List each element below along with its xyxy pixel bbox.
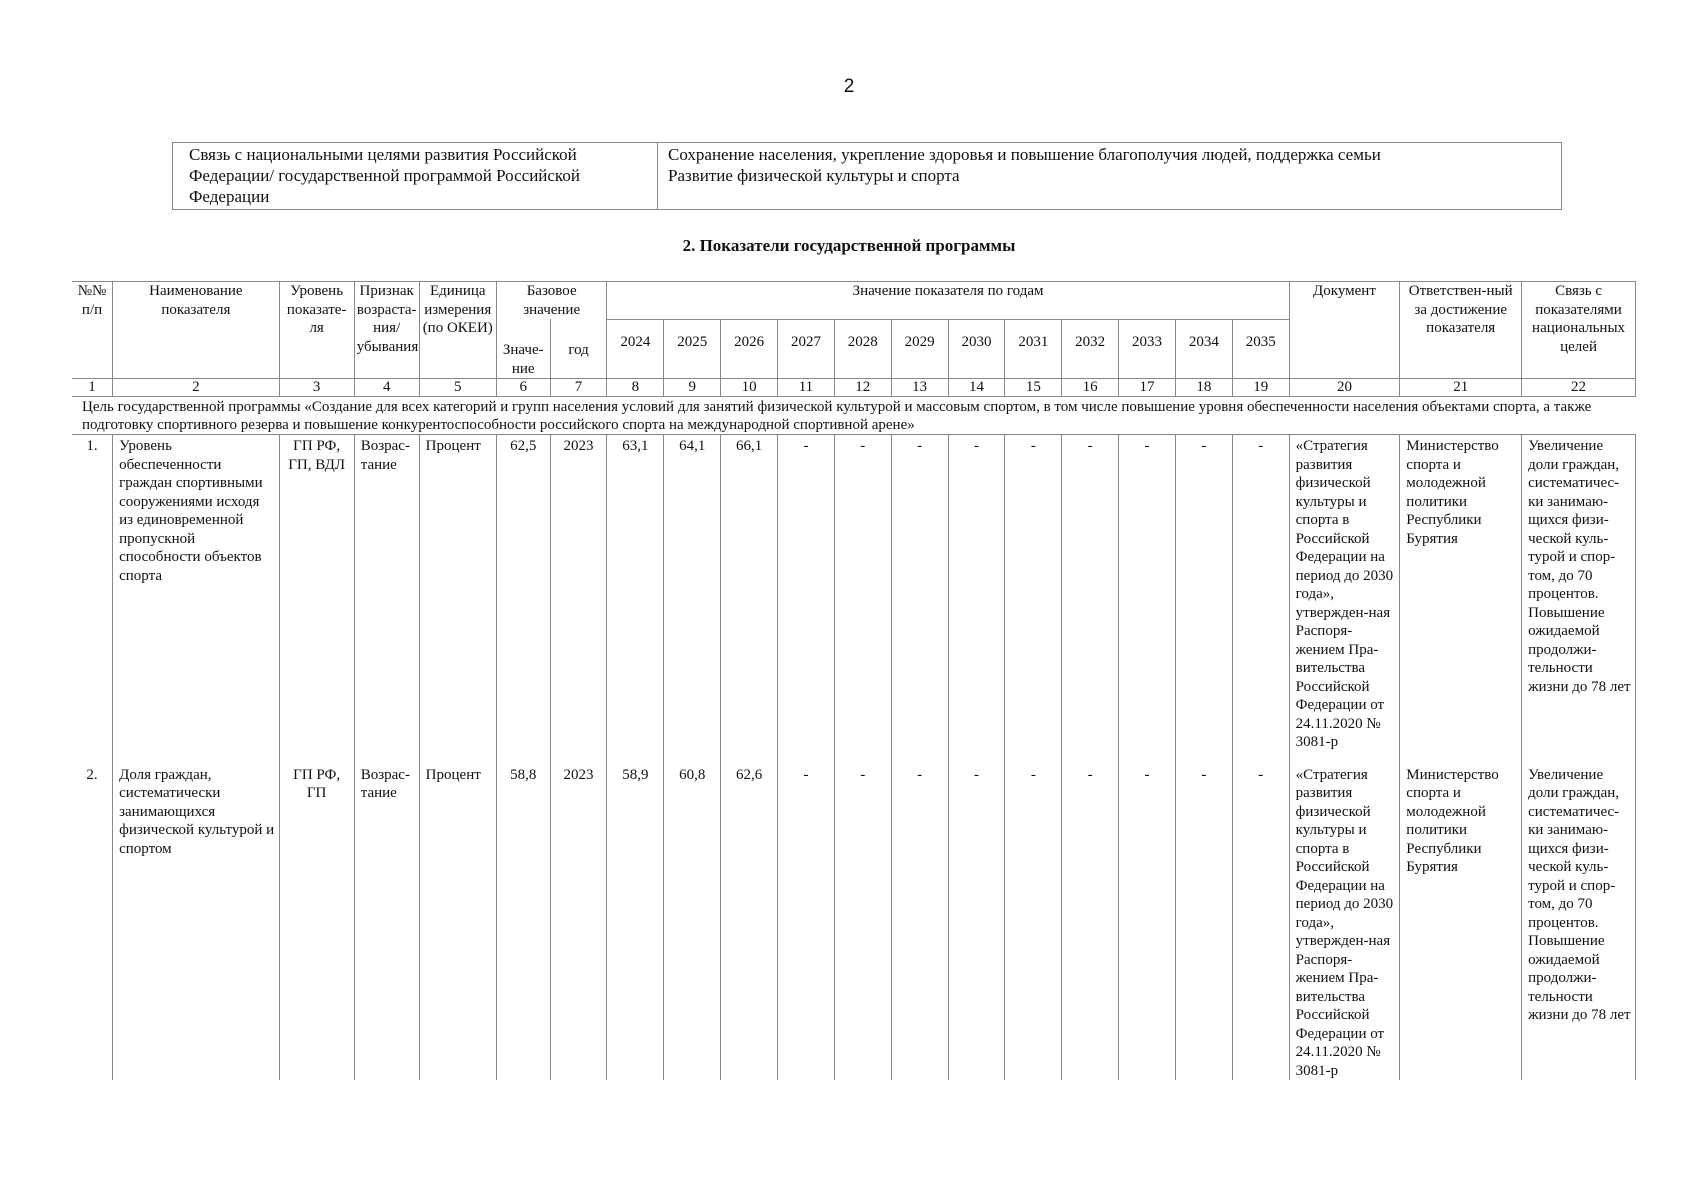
row-value: -	[948, 752, 1005, 1081]
column-number: 13	[891, 379, 948, 397]
column-number: 15	[1005, 379, 1062, 397]
link-value-cell	[658, 143, 1562, 210]
row-level: ГП РФ, ГП	[279, 752, 354, 1081]
row-value: -	[948, 435, 1005, 752]
header-unit: Единица измерения (по ОКЕИ)	[419, 282, 496, 379]
column-number: 6	[496, 379, 550, 397]
row-value: -	[1005, 435, 1062, 752]
row-value: -	[1175, 435, 1232, 752]
column-number: 11	[778, 379, 835, 397]
header-name: Наименование показателя	[113, 282, 279, 379]
header-years-group: Значение показателя по годам	[607, 282, 1289, 320]
row-value: 62,6	[721, 752, 778, 1081]
row-responsible: Министерство спорта и молодежной политики Республики Бурятия	[1400, 752, 1522, 1081]
row-value: 58,9	[607, 752, 664, 1081]
row-value: -	[1005, 752, 1062, 1081]
row-sign: Возрас-тание	[354, 752, 419, 1081]
table-row	[72, 752, 1636, 1081]
header-year: 2025	[664, 319, 721, 379]
row-value: -	[1119, 435, 1176, 752]
column-number: 2	[113, 379, 279, 397]
header-year: 2029	[891, 319, 948, 379]
column-number: 17	[1119, 379, 1176, 397]
row-value: -	[834, 752, 891, 1081]
row-base-value: 58,8	[496, 752, 550, 1081]
page-number: 2	[843, 76, 855, 97]
header-year: 2031	[1005, 319, 1062, 379]
row-base-year: 2023	[550, 752, 607, 1081]
row-name: Уровень обеспеченности граждан спортивными сооружениями исходя из единовременной пропускной способности объектов спорта	[113, 435, 279, 752]
column-number: 18	[1175, 379, 1232, 397]
column-number: 21	[1400, 379, 1522, 397]
column-number: 8	[607, 379, 664, 397]
header-base-year: год	[550, 319, 607, 379]
header-sign: Признак возраста-ния/ убывания	[354, 282, 419, 379]
row-value: -	[1232, 435, 1289, 752]
program-goal: Цель государственной программы «Создание для всех категорий и групп населения условий для занятий физической культурой и массовым спортом, в том числе повышение уровня обеспеченности населения объектами спорта, а также подготовку спортивного резерва и повышение конкурентоспособности российского спорта на международной спортивной арене»	[82, 399, 1592, 433]
row-responsible: Министерство спорта и молодежной политики Республики Бурятия	[1400, 435, 1522, 752]
header-year: 2034	[1175, 319, 1232, 379]
header-year: 2027	[778, 319, 835, 379]
column-number: 12	[834, 379, 891, 397]
header-document: Документ	[1289, 282, 1400, 379]
row-base-value: 62,5	[496, 435, 550, 752]
link-value-line: Сохранение населения, укрепление здоровья и повышение благополучия людей, поддержка семьи	[668, 145, 1381, 164]
header-level: Уровень показате-ля	[279, 282, 354, 379]
row-value: 64,1	[664, 435, 721, 752]
header-base-value: Значе-ние	[496, 319, 550, 379]
column-number: 19	[1232, 379, 1289, 397]
row-value: 63,1	[607, 435, 664, 752]
row-name: Доля граждан, систематически занимающихся физической культурой и спортом	[113, 752, 279, 1081]
header-responsible: Ответствен-ный за достижение показателя	[1400, 282, 1522, 379]
section-title: 2. Показатели государственной программы	[682, 236, 1016, 255]
link-label-line: Федерации/ государственной программой Российской	[189, 166, 580, 185]
row-value: -	[1175, 752, 1232, 1081]
column-number: 20	[1289, 379, 1400, 397]
row-link: Увеличение доли граждан, систематичес-ки занимаю-щихся физи-ческой куль-турой и спор-том, до 70 процентов. Повышение ожидаемой продолжи-тельности жизни до 78 лет	[1522, 752, 1636, 1081]
row-value: -	[1062, 752, 1119, 1081]
row-document: «Стратегия развития физической культуры и спорта в Российской Федерации на период до 2030 года», утвержден-ная Распоря-жением Пра-вительства Российской Федерации от 24.11.2020 № 3081-р	[1289, 435, 1400, 752]
row-value: 66,1	[721, 435, 778, 752]
column-number: 5	[419, 379, 496, 397]
row-value: -	[778, 435, 835, 752]
link-value-line: Развитие физической культуры и спорта	[668, 166, 960, 185]
link-label-line: Федерации	[189, 187, 270, 206]
column-number: 1	[72, 379, 113, 397]
column-number: 16	[1062, 379, 1119, 397]
column-number: 14	[948, 379, 1005, 397]
link-label-cell	[173, 143, 658, 210]
row-value: -	[891, 752, 948, 1081]
header-no: №№ п/п	[72, 282, 113, 379]
row-value: -	[1232, 752, 1289, 1081]
row-value: -	[1119, 752, 1176, 1081]
header-base: Базовое значение	[496, 282, 607, 320]
row-value: 60,8	[664, 752, 721, 1081]
row-no: 1.	[72, 435, 113, 752]
header-year: 2028	[834, 319, 891, 379]
national-goals-link-table	[172, 142, 1562, 210]
row-level: ГП РФ, ГП, ВДЛ	[279, 435, 354, 752]
header-year: 2035	[1232, 319, 1289, 379]
header-year: 2024	[607, 319, 664, 379]
row-document: «Стратегия развития физической культуры и спорта в Российской Федерации на период до 2030 года», утвержден-ная Распоря-жением Пра-вительства Российской Федерации от 24.11.2020 № 3081-р	[1289, 752, 1400, 1081]
column-number: 9	[664, 379, 721, 397]
header-year: 2030	[948, 319, 1005, 379]
row-unit: Процент	[419, 752, 496, 1081]
column-number: 10	[721, 379, 778, 397]
link-label-line: Связь с национальными целями развития Российской	[189, 145, 577, 164]
header-year: 2032	[1062, 319, 1119, 379]
row-link: Увеличение доли граждан, систематичес-ки занимаю-щихся физи-ческой куль-турой и спор-том, до 70 процентов. Повышение ожидаемой продолжи-тельности жизни до 78 лет	[1522, 435, 1636, 752]
row-value: -	[1062, 435, 1119, 752]
header-link: Связь с показателями национальных целей	[1522, 282, 1636, 379]
column-number: 7	[550, 379, 607, 397]
row-no: 2.	[72, 752, 113, 1081]
row-value: -	[778, 752, 835, 1081]
column-number: 4	[354, 379, 419, 397]
table-row	[72, 435, 1636, 752]
column-number: 22	[1522, 379, 1636, 397]
row-value: -	[891, 435, 948, 752]
column-number: 3	[279, 379, 354, 397]
header-year: 2033	[1119, 319, 1176, 379]
indicators-table	[72, 281, 1636, 1080]
header-year: 2026	[721, 319, 778, 379]
row-value: -	[834, 435, 891, 752]
row-base-year: 2023	[550, 435, 607, 752]
row-sign: Возрас-тание	[354, 435, 419, 752]
row-unit: Процент	[419, 435, 496, 752]
